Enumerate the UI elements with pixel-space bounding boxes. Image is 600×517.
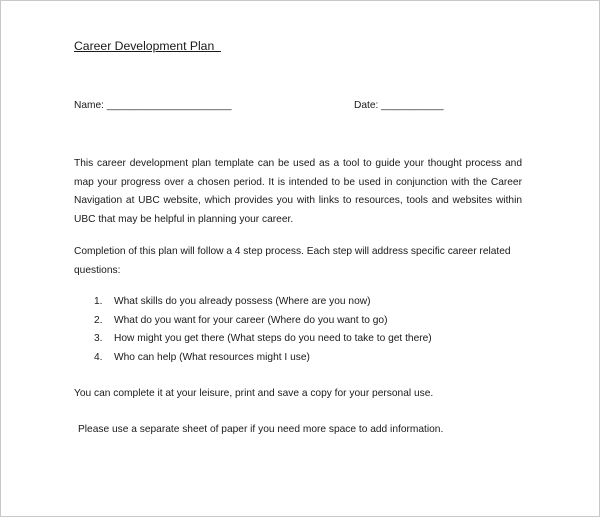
extra-space-paragraph: Please use a separate sheet of paper if you need more space to add information. [78, 424, 444, 435]
date-field: Date: ___________ [354, 100, 444, 111]
completion-paragraph: Completion of this plan will follow a 4 step process. Each step will address specific career related questions: [74, 246, 511, 276]
step-number: 2. [94, 314, 103, 326]
leisure-paragraph: You can complete it at your leisure, print and save a copy for your personal use. [74, 388, 434, 399]
step-number: 3. [94, 333, 103, 345]
name-field: Name: ______________________ [74, 100, 232, 111]
step-text: Who can help (What resources might I use) [114, 351, 310, 363]
step-number: 4. [94, 351, 103, 363]
step-text: What do you want for your career (Where do you want to go) [114, 314, 388, 326]
list-item [94, 349, 432, 368]
list-item [94, 330, 432, 349]
step-number: 1. [94, 296, 103, 307]
step-text: What skills do you already possess (Where are you now) [114, 296, 371, 307]
list-item [94, 312, 432, 331]
list-item [94, 293, 432, 312]
intro-paragraph: This career development plan template can be used as a tool to guide your thought process and map your progress over a chosen period. It is intended to be used in conjunction with the Career Navigation at UBC website, which provides you with links to resources, tools and websites within UBC that may be helpful in planning your career. [74, 158, 522, 225]
step-text: How might you get there (What steps do you need to take to get there) [114, 333, 432, 345]
steps-list [94, 293, 432, 367]
document-title: Career Development Plan [74, 39, 221, 53]
